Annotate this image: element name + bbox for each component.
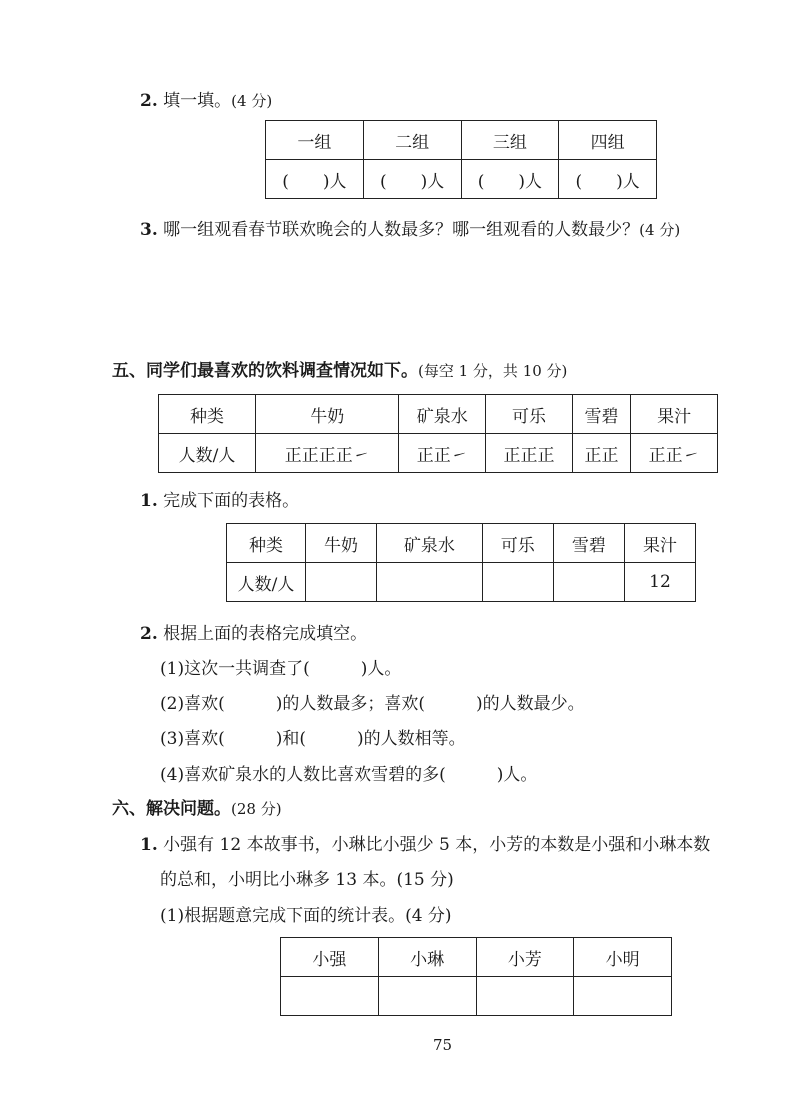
s6q1-text-line1: 小强有 12 本故事书，小琳比小强少 5 本，小芳的本数是小强和小琳本数 <box>163 835 711 855</box>
count-header-cell: 雪碧 <box>553 524 624 563</box>
count-answer-cell[interactable] <box>306 563 377 602</box>
tally-header-cell: 矿泉水 <box>399 395 486 434</box>
groups-answer-cell[interactable]: ( )人 <box>363 160 461 199</box>
people-answer-cell[interactable] <box>476 977 574 1016</box>
people-table <box>280 937 672 1016</box>
section5-heading <box>112 356 567 381</box>
q3-number: 3. <box>140 220 158 240</box>
people-answer-cell[interactable] <box>281 977 379 1016</box>
section6-title: 六、解决问题。 <box>112 799 231 819</box>
section6-score: (28 分) <box>231 800 282 818</box>
people-answer-cell[interactable] <box>574 977 672 1016</box>
q2-number: 2. <box>140 91 158 111</box>
groups-header-cell: 一组 <box>266 121 364 160</box>
people-header-cell: 小芳 <box>476 938 574 977</box>
groups-header-cell: 二组 <box>363 121 461 160</box>
tally-marks: 正正㇀ <box>631 434 718 473</box>
people-header-cell: 小强 <box>281 938 379 977</box>
groups-answer-cell[interactable]: ( )人 <box>266 160 364 199</box>
tally-table <box>158 394 718 473</box>
s5q1-line <box>140 486 299 511</box>
groups-header-cell: 三组 <box>461 121 559 160</box>
people-header-cell: 小琳 <box>378 938 476 977</box>
count-header-cell: 矿泉水 <box>377 524 483 563</box>
section5-title: 五、同学们最喜欢的饮料调查情况如下。 <box>112 361 418 381</box>
count-header-cell: 果汁 <box>624 524 695 563</box>
tally-marks: 正正正 <box>486 434 573 473</box>
q2-text: 填一填。 <box>163 91 232 111</box>
tally-row-label: 人数/人 <box>159 434 256 473</box>
groups-header-cell: 四组 <box>559 121 657 160</box>
s5q2-item-1: (1)这次一共调查了( )人。 <box>160 659 402 679</box>
count-header-cell: 可乐 <box>482 524 553 563</box>
tally-header-cell: 可乐 <box>486 395 573 434</box>
section5-score: (每空 1 分，共 10 分) <box>418 362 568 380</box>
s5q2-item-2: (2)喜欢( )的人数最多；喜欢( )的人数最少。 <box>160 694 585 714</box>
page-number: 75 <box>433 1036 453 1054</box>
count-table <box>226 523 696 602</box>
tally-header-cell: 种类 <box>159 395 256 434</box>
s6q1-text-line2: 的总和，小明比小琳多 13 本。(15 分) <box>160 870 454 890</box>
q3-text: 哪一组观看春节联欢晚会的人数最多？哪一组观看的人数最少？ <box>163 220 640 240</box>
count-row-label: 人数/人 <box>227 563 306 602</box>
count-header-cell: 种类 <box>227 524 306 563</box>
s5q2-text: 根据上面的表格完成填空。 <box>163 624 368 644</box>
tally-header-cell: 牛奶 <box>256 395 399 434</box>
s5q2-item-4: (4)喜欢矿泉水的人数比喜欢雪碧的多( )人。 <box>160 765 538 785</box>
count-answer-cell[interactable] <box>482 563 553 602</box>
q3-line <box>140 215 680 240</box>
count-header-cell: 牛奶 <box>306 524 377 563</box>
groups-answer-cell[interactable]: ( )人 <box>461 160 559 199</box>
count-value-cell: 12 <box>624 563 695 602</box>
tally-marks: 正正正正㇀ <box>256 434 399 473</box>
people-answer-cell[interactable] <box>378 977 476 1016</box>
groups-table <box>265 120 657 199</box>
tally-marks: 正正 <box>572 434 630 473</box>
tally-header-cell: 雪碧 <box>572 395 630 434</box>
q2-line <box>140 86 272 111</box>
tally-header-cell: 果汁 <box>631 395 718 434</box>
tally-marks: 正正㇀ <box>399 434 486 473</box>
s5q2-number: 2. <box>140 624 158 644</box>
groups-answer-cell[interactable]: ( )人 <box>559 160 657 199</box>
s6q1-number: 1. <box>140 835 158 855</box>
people-header-cell: 小明 <box>574 938 672 977</box>
s6q1-line1 <box>140 830 710 855</box>
s5q2-line <box>140 619 367 644</box>
section6-heading <box>112 794 282 819</box>
count-answer-cell[interactable] <box>377 563 483 602</box>
s5q1-text: 完成下面的表格。 <box>163 491 300 511</box>
s5q1-number: 1. <box>140 491 158 511</box>
q3-score: (4 分) <box>639 221 681 239</box>
q2-score: (4 分) <box>231 92 273 110</box>
s5q2-item-3: (3)喜欢( )和( )的人数相等。 <box>160 729 466 749</box>
s6q1-sub1: (1)根据题意完成下面的统计表。(4 分) <box>160 906 452 926</box>
count-answer-cell[interactable] <box>553 563 624 602</box>
